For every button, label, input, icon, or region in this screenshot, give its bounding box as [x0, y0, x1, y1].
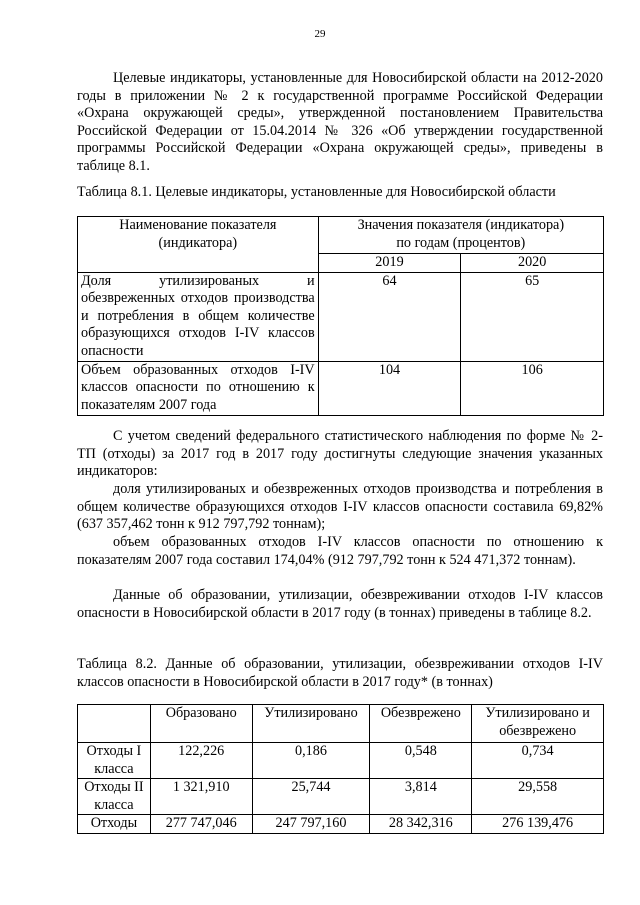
cell-utilized: 247 797,160	[252, 815, 370, 834]
cell-utilized-neutralized: 276 139,476	[472, 815, 604, 834]
intro-paragraph: Целевые индикаторы, установленные для Новосибирской области на 2012-2020 годы в приложении № 2 к государственной программе Российской Федерации «Охрана окружающей среды», утвержденной постановлением Правительства Российской Федерации от 15.04.2014 № 326 «Об утверждении государственной программы Российской Федерации «Охрана окружающей среды», приведены в таблице 8.1.	[77, 70, 603, 174]
share-paragraph: доля утилизированых и обезвреженных отходов производства и потребления в общем количестве образующихся отходов I-IV классов опасности составила 69,82% (637 357,462 тонн к 912 797,792 тоннам);	[77, 481, 603, 533]
table-row	[78, 272, 604, 361]
cell-neutralized: 0,548	[370, 743, 472, 779]
cell-formed: 1 321,910	[150, 779, 252, 815]
table2-caption: Таблица 8.2. Данные об образовании, утилизации, обезвреживании отходов I-IV классов опасности в Новосибирской области в 2017 году* (в тоннах)	[77, 656, 603, 690]
volume-paragraph: объем образованных отходов I-IV классов опасности по отношению к показателям 2007 года составил 174,04% (912 797,792 тонн к 524 471,372 тоннам).	[77, 534, 603, 568]
table-row	[78, 815, 604, 834]
cell-formed: 277 747,046	[150, 815, 252, 834]
row-value-2020: 65	[461, 272, 604, 361]
cell-utilized: 0,186	[252, 743, 370, 779]
row-indicator-name: Объем образованных отходов I-IV классов опасности по отношению к показателям 2007 года	[78, 361, 319, 415]
header-utilized-neutralized: Утилизировано и обезврежено	[472, 705, 604, 743]
header-neutralized: Обезврежено	[370, 705, 472, 743]
row-indicator-name: Доля утилизированых и обезвреженных отходов производства и потребления в общем количестве образующихся отходов I-IV классов опасности	[78, 272, 319, 361]
header-indicator-values: Значения показателя (индикатора) по годам (процентов)	[318, 217, 603, 254]
cell-neutralized: 3,814	[370, 779, 472, 815]
page-number: 29	[314, 28, 326, 40]
header-utilized: Утилизировано	[252, 705, 370, 743]
table1-caption: Таблица 8.1. Целевые индикаторы, установленные для Новосибирской области	[77, 184, 556, 200]
row-label: Отходы	[78, 815, 151, 834]
row-value-2019: 104	[318, 361, 461, 415]
cell-utilized-neutralized: 0,734	[472, 743, 604, 779]
row-value-2020: 106	[461, 361, 604, 415]
cell-utilized: 25,744	[252, 779, 370, 815]
table-row	[78, 361, 604, 415]
targets-table	[77, 216, 604, 416]
header-year-2020: 2020	[461, 254, 604, 273]
cell-utilized-neutralized: 29,558	[472, 779, 604, 815]
header-empty	[78, 705, 151, 743]
data-paragraph: Данные об образовании, утилизации, обезвреживании отходов I-IV классов опасности в Новосибирской области в 2017 году (в тоннах) приведены в таблице 8.2.	[77, 587, 603, 621]
cell-formed: 122,226	[150, 743, 252, 779]
table-row	[78, 743, 604, 779]
row-label: Отходы II класса	[78, 779, 151, 815]
table-row	[78, 779, 604, 815]
waste-data-table	[77, 704, 604, 834]
cell-neutralized: 28 342,316	[370, 815, 472, 834]
header-year-2019: 2019	[318, 254, 461, 273]
header-indicator-name: Наименование показателя (индикатора)	[78, 217, 319, 273]
row-value-2019: 64	[318, 272, 461, 361]
header-formed: Образовано	[150, 705, 252, 743]
row-label: Отходы I класса	[78, 743, 151, 779]
stats-paragraph: С учетом сведений федерального статистического наблюдения по форме № 2-ТП (отходы) за 2017 год в 2017 году достигнуты следующие значения указанных индикаторов:	[77, 428, 603, 480]
